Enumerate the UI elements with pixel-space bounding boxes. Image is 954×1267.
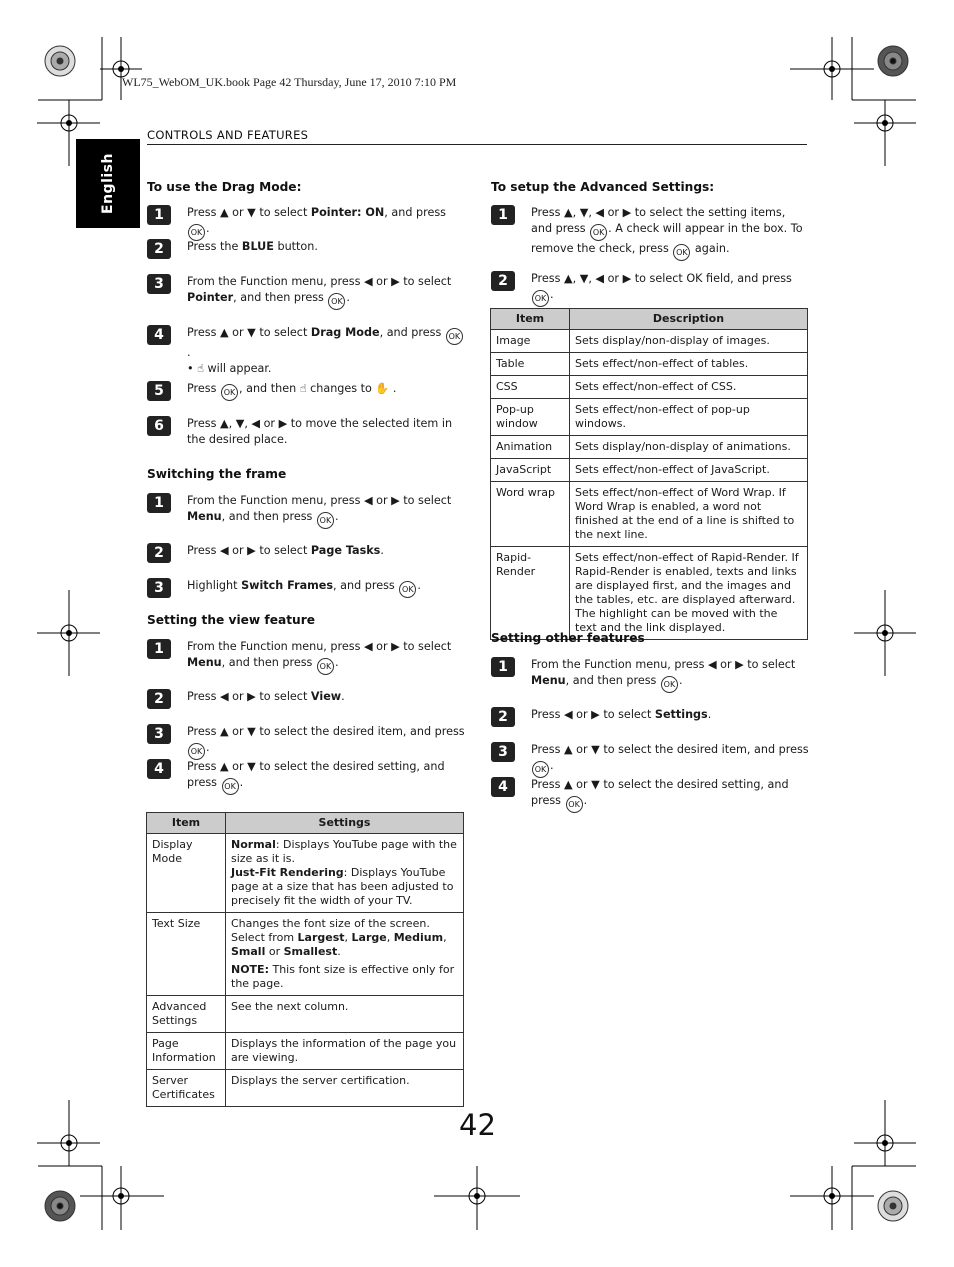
step-5: [147, 381, 465, 401]
drag-mode-heading: To use the Drag Mode:: [147, 180, 302, 194]
step-text: Press ▲, ▼, ◀ or ▶ to select the setting items, and press OK . A check will appear in the box. To remove the check, press OK again.: [531, 205, 809, 261]
description-cell: Displays the server certification.: [226, 1070, 464, 1107]
step-1: [147, 493, 465, 529]
ok-button-icon: OK: [566, 796, 583, 813]
step-text: Press ▲, ▼, ◀ or ▶ to select OK field, and press OK .: [531, 271, 809, 307]
item-cell: Image: [491, 330, 570, 353]
step-text: From the Function menu, press ◀ or ▶ to select Pointer, and then press OK .: [187, 274, 465, 310]
step-text: Press ▲ or ▼ to select the desired setting, and press OK .: [531, 777, 809, 813]
description-cell: Sets effect/non-effect of Word Wrap. If Word Wrap is enabled, a word not finished at the end of a line is shifted to the next line.: [570, 482, 808, 547]
step-3: [147, 578, 465, 598]
description-cell: Displays the information of the page you are viewing.: [226, 1033, 464, 1070]
step-text: Press OK , and then ☝ changes to ✋ .: [187, 381, 396, 401]
table-row: [147, 913, 464, 996]
step-text: Press ▲ or ▼ to select Drag Mode, and press OK. • ☝ will appear.: [187, 325, 465, 377]
step-number-badge: 3: [147, 578, 171, 598]
step-text: Press ◀ or ▶ to select Settings.: [531, 708, 712, 721]
step-number-badge: 4: [147, 325, 171, 345]
step-2: [147, 689, 465, 709]
step-number-badge: 1: [147, 639, 171, 659]
table-row: [491, 330, 808, 353]
header-rule: [147, 144, 807, 145]
section-title: CONTROLS AND FEATURES: [147, 128, 309, 142]
step-2: [147, 543, 465, 563]
step-text: From the Function menu, press ◀ or ▶ to select Menu, and then press OK .: [187, 493, 465, 529]
step-1: [491, 657, 809, 693]
step-4: [491, 777, 809, 813]
ok-button-icon: OK: [317, 658, 334, 675]
table-row: [147, 996, 464, 1033]
page-number: 42: [459, 1108, 496, 1142]
description-cell: Sets effect/non-effect of pop-up windows.: [570, 399, 808, 436]
table-header-row: [491, 309, 808, 330]
step-number-badge: 1: [147, 205, 171, 225]
step-text: Press ▲ or ▼ to select the desired item, and press OK .: [187, 724, 465, 760]
step-number-badge: 2: [147, 689, 171, 709]
ok-button-icon: OK: [221, 384, 238, 401]
step-3: [491, 742, 809, 778]
step-3: [147, 724, 465, 760]
step-number-badge: 5: [147, 381, 171, 401]
step-text: Press ▲ or ▼ to select the desired setting, and press OK .: [187, 759, 465, 795]
step-text: From the Function menu, press ◀ or ▶ to select Menu, and then press OK .: [531, 657, 809, 693]
ok-button-icon: OK: [590, 224, 607, 241]
file-header-line: WL75_WebOM_UK.book Page 42 Thursday, June 17, 2010 7:10 PM: [122, 75, 457, 89]
table-row: [491, 436, 808, 459]
description-cell: Changes the font size of the screen. Select from Largest, Large, Medium, Small or Smallest. NOTE: This font size is effective only for the page.: [226, 913, 464, 996]
column-header: Settings: [226, 813, 464, 834]
ok-button-icon: OK: [532, 761, 549, 778]
table-header-row: [147, 813, 464, 834]
table-row: [491, 482, 808, 547]
ok-button-icon: OK: [188, 743, 205, 760]
column-header: Item: [491, 309, 570, 330]
column-header: Description: [570, 309, 808, 330]
step-number-badge: 4: [147, 759, 171, 779]
step-text: Press the BLUE button.: [187, 240, 318, 253]
step-3: [147, 274, 465, 310]
item-cell: Pop-up window: [491, 399, 570, 436]
step-text: Press ▲ or ▼ to select the desired item, and press OK .: [531, 742, 809, 778]
item-cell: CSS: [491, 376, 570, 399]
step-4: [147, 325, 465, 377]
step-number-badge: 1: [491, 205, 515, 225]
item-cell: Table: [491, 353, 570, 376]
item-cell: Rapid-Render: [491, 547, 570, 640]
description-cell: Sets effect/non-effect of JavaScript.: [570, 459, 808, 482]
table-row: [491, 376, 808, 399]
column-header: Item: [147, 813, 226, 834]
view-feature-heading: Setting the view feature: [147, 613, 315, 627]
ok-button-icon: OK: [222, 778, 239, 795]
language-tab: [76, 139, 140, 228]
item-cell: Text Size: [147, 913, 226, 996]
step-number-badge: 2: [147, 543, 171, 563]
description-cell: Normal: Displays YouTube page with the size as it is. Just-Fit Rendering: Displays YouTube page at a size that has been adjusted to precisely fit the width of your TV.: [226, 834, 464, 913]
switching-frame-heading: Switching the frame: [147, 467, 287, 481]
ok-button-icon: OK: [188, 224, 205, 241]
table-row: [491, 459, 808, 482]
step-1: [147, 639, 465, 675]
ok-button-icon: OK: [661, 676, 678, 693]
view-settings-table: [146, 812, 464, 1107]
step-number-badge: 1: [147, 493, 171, 513]
step-text: Press ▲ or ▼ to select Pointer: ON, and press OK .: [187, 205, 465, 241]
item-cell: Page Information: [147, 1033, 226, 1070]
step-6: [147, 416, 465, 448]
step-2: [147, 239, 465, 259]
item-cell: Animation: [491, 436, 570, 459]
advanced-settings-table: [490, 308, 808, 640]
table-row: [147, 1070, 464, 1107]
item-cell: Advanced Settings: [147, 996, 226, 1033]
ok-button-icon: OK: [532, 290, 549, 307]
step-text: Highlight Switch Frames, and press OK .: [187, 578, 421, 598]
step-number-badge: 3: [147, 274, 171, 294]
step-number-badge: 1: [491, 657, 515, 677]
step-1: [491, 205, 809, 261]
description-cell: Sets effect/non-effect of Rapid-Render. If Rapid-Render is enabled, texts and links are displayed first, and the images and the tables, etc. are displayed afterward. The highlight can be moved with the text and the link displayed.: [570, 547, 808, 640]
table-row: [147, 1033, 464, 1070]
step-text: Press ▲, ▼, ◀ or ▶ to move the selected item in the desired place.: [187, 417, 453, 446]
step-1: [147, 205, 465, 241]
table-row: [491, 353, 808, 376]
step-number-badge: 6: [147, 416, 171, 436]
step-2: [491, 271, 809, 307]
ok-button-icon: OK: [673, 244, 690, 261]
step-number-badge: 2: [491, 707, 515, 727]
table-row: [147, 834, 464, 913]
description-cell: Sets effect/non-effect of tables.: [570, 353, 808, 376]
other-features-heading: Setting other features: [491, 631, 645, 645]
step-text: From the Function menu, press ◀ or ▶ to select Menu, and then press OK .: [187, 639, 465, 675]
description-cell: See the next column.: [226, 996, 464, 1033]
item-cell: JavaScript: [491, 459, 570, 482]
item-cell: Word wrap: [491, 482, 570, 547]
description-cell: Sets effect/non-effect of CSS.: [570, 376, 808, 399]
description-cell: Sets display/non-display of animations.: [570, 436, 808, 459]
step-text: Press ◀ or ▶ to select Page Tasks.: [187, 544, 384, 557]
step-4: [147, 759, 465, 795]
language-label: English: [100, 153, 116, 214]
item-cell: Display Mode: [147, 834, 226, 913]
ok-button-icon: OK: [317, 512, 334, 529]
ok-button-icon: OK: [399, 581, 416, 598]
step-2: [491, 707, 809, 727]
description-cell: Sets display/non-display of images.: [570, 330, 808, 353]
table-row: [491, 547, 808, 640]
ok-button-icon: OK: [446, 328, 463, 345]
ok-button-icon: OK: [328, 293, 345, 310]
step-text: Press ◀ or ▶ to select View.: [187, 690, 345, 703]
step-number-badge: 2: [147, 239, 171, 259]
table-row: [491, 399, 808, 436]
advanced-settings-heading: To setup the Advanced Settings:: [491, 180, 715, 194]
item-cell: Server Certificates: [147, 1070, 226, 1107]
step-number-badge: 2: [491, 271, 515, 291]
step-number-badge: 3: [491, 742, 515, 762]
step-number-badge: 4: [491, 777, 515, 797]
step-number-badge: 3: [147, 724, 171, 744]
